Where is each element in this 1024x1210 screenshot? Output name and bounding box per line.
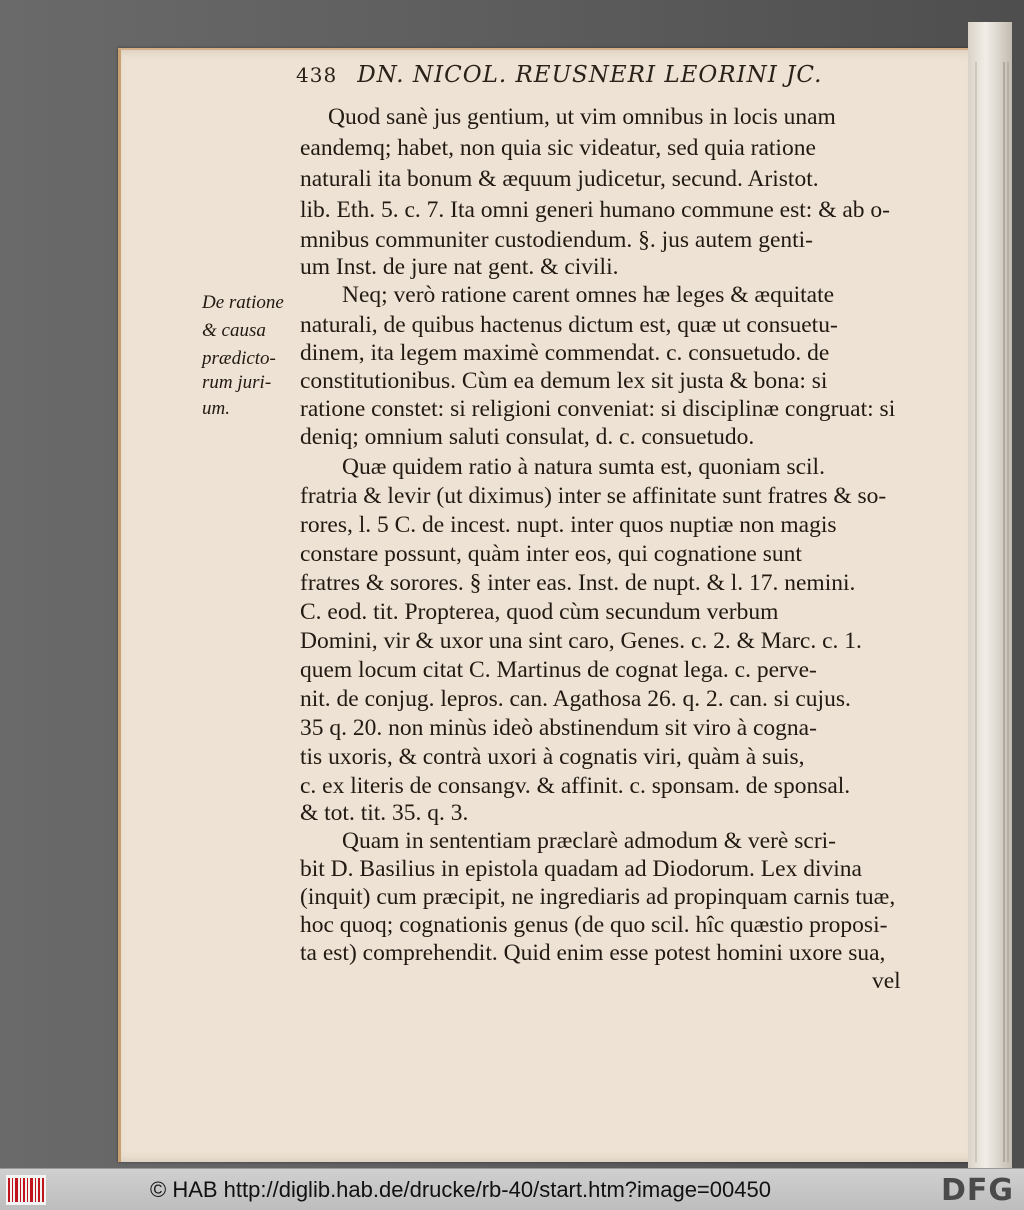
- margin-note-line: prædicto-: [202, 348, 276, 369]
- margin-note-line: & causa: [202, 320, 266, 341]
- text-line: C. eod. tit. Propterea, quod cùm secundum verbum: [300, 599, 779, 625]
- text-line: deniq; omnium saluti consulat, d. c. consuetudo.: [300, 424, 755, 450]
- text-line: mnibus communiter custodiendum. §. jus autem genti-: [300, 227, 814, 253]
- text-line: c. ex literis de consangv. & affinit. c. sponsam. de sponsal.: [300, 773, 851, 799]
- text-line: um Inst. de jure nat gent. & civili.: [300, 254, 619, 280]
- text-line: dinem, ita legem maximè commendat. c. consuetudo. de: [300, 340, 830, 366]
- text-line: ta est) comprehendit. Quid enim esse potest homini uxore sua,: [300, 940, 886, 966]
- text-line: eandemq; habet, non quia sic videatur, sed quia ratione: [300, 135, 816, 161]
- text-line: constitutionibus. Cùm ea demum lex sit justa & bona: si: [300, 368, 828, 394]
- text-line: (inquit) cum præcipit, ne ingrediaris ad propinquam carnis tuæ,: [300, 884, 896, 910]
- barcode-icon: [6, 1175, 46, 1205]
- text-line: bit D. Basilius in epistola quadam ad Diodorum. Lex divina: [300, 856, 862, 882]
- margin-note-line: De ratione: [202, 292, 284, 313]
- text-line: 35 q. 20. non minùs ideò abstinendum sit viro à cogna-: [300, 715, 817, 741]
- text-line: hoc quoq; cognationis genus (de quo scil. hîc quæstio proposi-: [300, 912, 888, 938]
- text-line: nit. de conjug. lepros. can. Agathosa 26. q. 2. can. si cujus.: [300, 686, 851, 712]
- fore-edge-texture-icon: [968, 22, 1012, 1168]
- text-line: constare possunt, quàm inter eos, qui cognatione sunt: [300, 541, 802, 567]
- text-line: naturali ita bonum & æquum judicetur, secund. Aristot.: [300, 166, 819, 192]
- running-head: [296, 62, 916, 88]
- text-line: & tot. tit. 35. q. 3.: [300, 800, 469, 826]
- margin-note-line: rum juri-: [202, 372, 272, 393]
- page-number: 438: [296, 63, 338, 87]
- book-fore-edge: [968, 22, 1012, 1168]
- source-link[interactable]: © HAB http://diglib.hab.de/drucke/rb-40/start.htm?image=00450: [150, 1177, 771, 1202]
- catchword: vel: [872, 968, 901, 994]
- text-line: fratria & levir (ut diximus) inter se affinitate sunt fratres & so-: [300, 483, 887, 509]
- text-line: naturali, de quibus hactenus dictum est, quæ ut consuetu-: [300, 312, 838, 338]
- text-line: rores, l. 5 C. de incest. nupt. inter quos nuptiæ non magis: [300, 512, 837, 538]
- text-line: Quam in sententiam præclarè admodum & verè scri-: [342, 828, 836, 854]
- text-line: ratione constet: si religioni conveniat: si disciplinæ congruat: si: [300, 396, 896, 422]
- text-line: lib. Eth. 5. c. 7. Ita omni generi humano commune est: & ab o-: [300, 197, 890, 223]
- viewer-footer: [0, 1168, 1024, 1210]
- running-head-title: DN. NICOL. REUSNERI LEORINI JC.: [357, 62, 823, 88]
- dfg-logo-icon: DFG: [940, 1173, 1014, 1208]
- text-line: fratres & sorores. § inter eas. Inst. de nupt. & l. 17. nemini.: [300, 570, 856, 596]
- text-line: Domini, vir & uxor una sint caro, Genes. c. 2. & Marc. c. 1.: [300, 628, 862, 654]
- text-line: quem locum citat C. Martinus de cognat lega. c. perve-: [300, 657, 817, 683]
- text-line: Quæ quidem ratio à natura sumta est, quoniam scil.: [342, 454, 825, 480]
- text-line: Neq; verò ratione carent omnes hæ leges & æquitate: [342, 282, 835, 308]
- text-line: Quod sanè jus gentium, ut vim omnibus in locis unam: [328, 104, 836, 130]
- margin-note-line: um.: [202, 398, 230, 419]
- text-line: tis uxoris, & contrà uxori à cognatis viri, quàm à suis,: [300, 744, 805, 770]
